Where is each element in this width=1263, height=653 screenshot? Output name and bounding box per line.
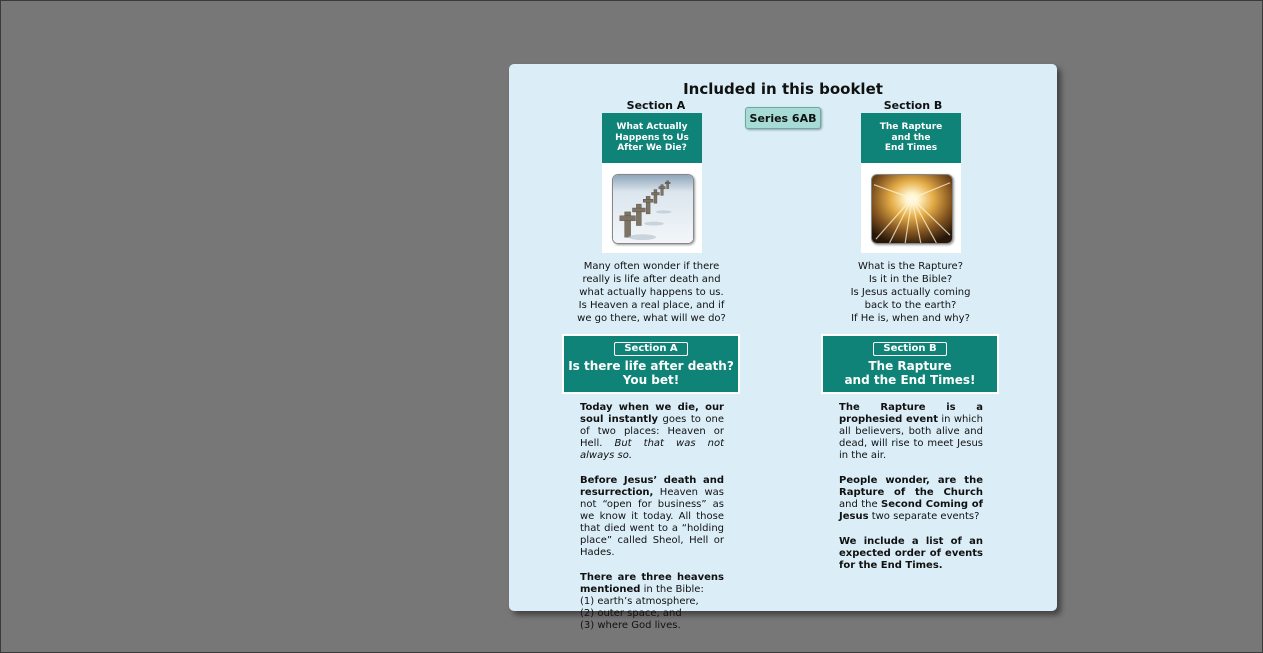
snowy-graveyard-crosses-image	[612, 174, 694, 244]
section-a-banner-heading: Is there life after death? You bet!	[568, 359, 734, 387]
section-a-intro: Many often wonder if there really is life after death and what actually happens to us. Is Heaven a real place, and if we go there, what will we do?	[577, 261, 726, 324]
list-item: (1) earth’s atmosphere,	[580, 596, 699, 607]
section-b-paragraph: The Rapture is a prophesied event in which all believers, both alive and dead, will rise to meet Jesus in the air.	[839, 402, 983, 461]
section-b-banner-heading: The Rapture and the End Times!	[844, 359, 976, 387]
section-a-cover-title: What Actually Happens to Us After We Die?	[602, 113, 702, 163]
section-b-label: Section B	[883, 99, 943, 112]
section-a-paragraph: Before Jesus’ death and resurrection, Heaven was not “open for business” as we know it today. All those that died went to a “holding place” called Sheol, Hell or Hades.	[580, 475, 724, 558]
section-b-paragraph: We include a list of an expected order of events for the End Times.	[839, 536, 983, 571]
section-b-cover-title: The Rapture and the End Times	[861, 113, 961, 163]
section-b-intro: What is the Rapture? Is it in the Bible? Is Jesus actually coming back to the earth? If He is, when and why?	[850, 261, 971, 324]
crosses-illustration	[613, 175, 693, 243]
series-badge: Series 6AB	[745, 107, 821, 129]
section-a-cover	[602, 113, 702, 253]
list-item: (3) where God lives.	[580, 620, 681, 631]
section-b-banner-tag: Section B	[873, 342, 946, 356]
section-b-banner	[821, 334, 999, 394]
list-item: (2) outer space, and	[580, 608, 682, 619]
section-b-paragraph: People wonder, are the Rapture of the Church and the Second Coming of Jesus two separate events?	[839, 475, 983, 522]
booklet-page	[509, 64, 1057, 631]
section-a-banner-tag: Section A	[614, 342, 687, 356]
section-b-cover	[861, 113, 961, 253]
section-a-paragraph: Today when we die, our soul instantly goes to one of two places: Heaven or Hell. But that was not always so.	[580, 402, 725, 461]
section-a-heavens-list: There are three heavens mentioned in the Bible: (1) earth’s atmosphere, (2) outer space, and (3) where God lives.	[580, 572, 724, 631]
page-title: Included in this booklet	[683, 80, 883, 98]
section-a-body	[580, 402, 724, 645]
light-rays-illustration	[872, 175, 952, 243]
section-a-banner	[562, 334, 740, 394]
section-b-body	[839, 402, 983, 585]
rays-of-light-image	[871, 174, 953, 244]
section-a-label: Section A	[626, 99, 686, 112]
